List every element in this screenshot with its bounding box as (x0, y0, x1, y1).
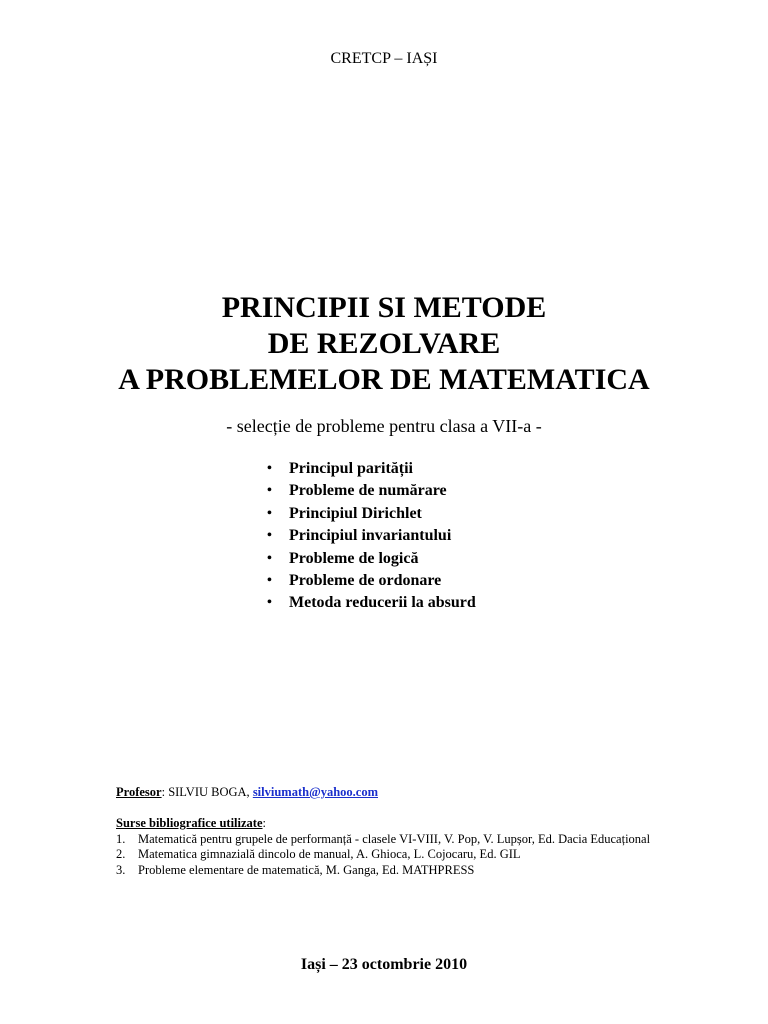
list-item (116, 847, 650, 863)
bullet-icon: • (267, 483, 272, 499)
list-item (116, 832, 650, 848)
institution-header: CRETCP – IAȘI (330, 50, 438, 67)
list-item (265, 503, 476, 525)
author-name: : SILVIU BOGA, (161, 785, 253, 799)
list-item (265, 570, 476, 592)
bibliography-entry: Matematica gimnazială dincolo de manual, A. Ghioca, L. Cojocaru, Ed. GIL (138, 847, 521, 861)
topics-list (265, 458, 476, 615)
list-item-number: 2. (116, 847, 126, 861)
bibliography-entry: Probleme elementare de matematică, M. Ganga, Ed. MATHPRESS (138, 862, 475, 877)
topic-label: Probleme de logică (289, 549, 419, 567)
list-item (265, 525, 476, 547)
list-item-number: 1. (116, 831, 126, 846)
list-item (116, 863, 650, 879)
place-date-footer: Iași – 23 octombrie 2010 (300, 956, 468, 973)
bullet-icon: • (267, 595, 272, 611)
topic-label: Principul parității (289, 460, 413, 477)
author-line (116, 785, 378, 801)
topic-label: Probleme de ordonare (289, 572, 442, 590)
list-item (265, 458, 476, 480)
bullet-icon: • (267, 573, 272, 589)
list-item (265, 480, 476, 502)
title-line-2: DE REZOLVARE (267, 327, 501, 360)
bullet-icon: • (267, 550, 272, 566)
document-subtitle: - selecție de probleme pentru clasa a VII-a - (226, 416, 542, 436)
bibliography-heading: Surse bibliografice utilizate (116, 816, 263, 830)
bullet-icon: • (267, 461, 272, 476)
author-label: Profesor (116, 785, 162, 799)
bibliography-heading-colon: : (262, 816, 266, 830)
bibliography-heading-line (116, 816, 650, 832)
bibliography-list (116, 832, 650, 879)
bullet-icon: • (267, 528, 272, 544)
bibliography-section (116, 816, 650, 878)
list-item-number: 3. (116, 862, 126, 877)
topic-label: Probleme de numărare (289, 482, 447, 500)
topic-label: Metoda reducerii la absurd (289, 594, 476, 612)
bibliography-entry: Matematică pentru grupele de performanță - clasele VI-VIII, V. Pop, V. Lupșor, Ed. Dacia Educațional (138, 831, 651, 846)
topic-label: Principiul invariantului (289, 527, 452, 545)
topic-label: Principiul Dirichlet (289, 504, 422, 522)
list-item (265, 592, 476, 614)
title-line-3: A PROBLEMELOR DE MATEMATICA (118, 363, 650, 396)
author-email-link[interactable]: silviumath@yahoo.com (252, 785, 378, 799)
title-line-1: PRINCIPII SI METODE (221, 291, 547, 324)
list-item (265, 548, 476, 570)
document-title (0, 290, 768, 398)
bullet-icon: • (267, 505, 272, 521)
